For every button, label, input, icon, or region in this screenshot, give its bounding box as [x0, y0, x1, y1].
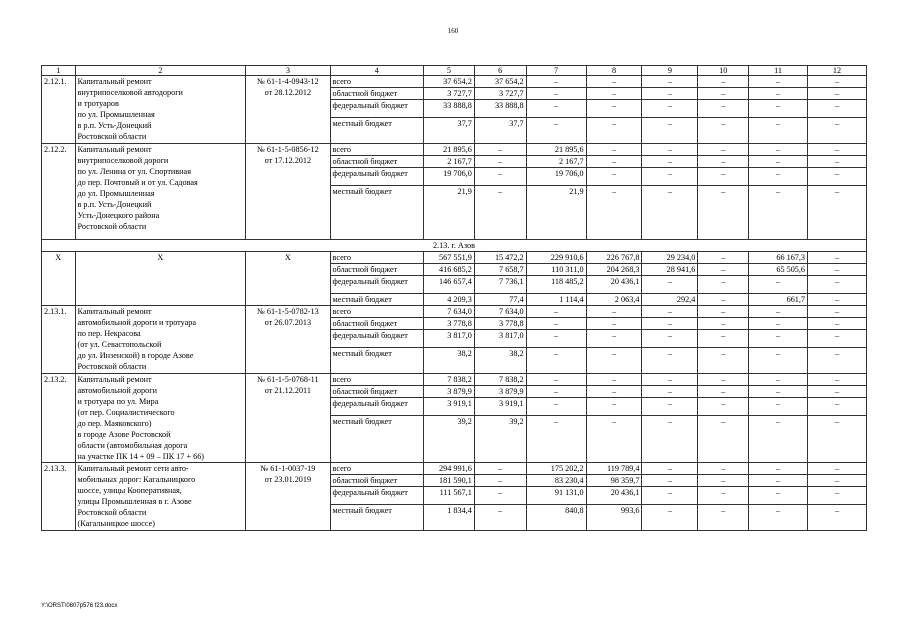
value-cell: 37,7: [424, 118, 475, 144]
value-cell: –: [642, 416, 698, 463]
value-cell: 119 789,4: [586, 463, 642, 475]
funding-source: местный бюджет: [330, 505, 423, 531]
column-header: 3: [246, 66, 330, 76]
value-cell: –: [586, 186, 642, 240]
value-cell: –: [808, 168, 867, 186]
value-cell: –: [586, 306, 642, 318]
value-cell: –: [808, 318, 867, 330]
section-title: 2.13. г. Азов: [42, 240, 867, 252]
value-cell: –: [749, 475, 808, 487]
expertise-conclusion: № 61-1-5-0856-12 от 17.12.2012: [246, 144, 330, 240]
value-cell: –: [526, 76, 586, 88]
value-cell: 1 114,4: [526, 294, 586, 306]
value-cell: –: [808, 398, 867, 416]
value-cell: –: [808, 463, 867, 475]
row-id: 2.12.2.: [42, 144, 76, 240]
value-cell: –: [586, 330, 642, 348]
column-header: 2: [75, 66, 246, 76]
value-cell: –: [474, 168, 526, 186]
value-cell: 2 167,7: [526, 156, 586, 168]
page-number: 160: [447, 27, 459, 35]
value-cell: –: [808, 156, 867, 168]
value-cell: –: [526, 348, 586, 374]
value-cell: 1 834,4: [424, 505, 475, 531]
value-cell: –: [749, 144, 808, 156]
value-cell: 39,2: [474, 416, 526, 463]
value-cell: –: [808, 144, 867, 156]
value-cell: –: [642, 505, 698, 531]
value-cell: –: [749, 416, 808, 463]
value-cell: –: [808, 306, 867, 318]
value-cell: –: [698, 100, 749, 118]
value-cell: –: [698, 144, 749, 156]
value-cell: –: [808, 118, 867, 144]
value-cell: 33 888,8: [424, 100, 475, 118]
value-cell: –: [698, 487, 749, 505]
value-cell: 111 567,1: [424, 487, 475, 505]
value-cell: –: [642, 475, 698, 487]
value-cell: 28 941,6: [642, 264, 698, 276]
value-cell: –: [642, 306, 698, 318]
value-cell: –: [749, 330, 808, 348]
value-cell: –: [749, 487, 808, 505]
file-path-footer: Y:\ORST\0807p576 f23.docx: [41, 603, 118, 609]
value-cell: 21,9: [424, 186, 475, 240]
column-header: 5: [424, 66, 475, 76]
value-cell: –: [474, 144, 526, 156]
row-id: 2.13.1.: [42, 306, 76, 374]
column-header: 7: [526, 66, 586, 76]
funding-source: областной бюджет: [330, 475, 423, 487]
funding-source: областной бюджет: [330, 318, 423, 330]
funding-source: местный бюджет: [330, 294, 423, 306]
table-row: [42, 144, 867, 156]
value-cell: –: [642, 348, 698, 374]
value-cell: –: [586, 88, 642, 100]
value-cell: 39,2: [424, 416, 475, 463]
value-cell: –: [526, 100, 586, 118]
value-cell: –: [474, 487, 526, 505]
value-cell: –: [698, 386, 749, 398]
funding-source: всего: [330, 144, 423, 156]
value-cell: –: [642, 487, 698, 505]
value-cell: 77,4: [474, 294, 526, 306]
value-cell: 7 838,2: [474, 374, 526, 386]
object-name: Капитальный ремонт автомобильной дороги и тротуара по пер. Некрасова (от ул. Севастопольской до ул. Инзенской) в городе Азове Ростовской области: [75, 306, 246, 374]
value-cell: –: [642, 118, 698, 144]
funding-source: федеральный бюджет: [330, 487, 423, 505]
value-cell: 175 202,2: [526, 463, 586, 475]
value-cell: –: [642, 398, 698, 416]
value-cell: –: [586, 156, 642, 168]
value-cell: –: [526, 118, 586, 144]
value-cell: 840,8: [526, 505, 586, 531]
value-cell: –: [586, 398, 642, 416]
funding-source: местный бюджет: [330, 186, 423, 240]
value-cell: –: [642, 318, 698, 330]
value-cell: 7 658,7: [474, 264, 526, 276]
value-cell: –: [586, 416, 642, 463]
value-cell: –: [642, 144, 698, 156]
value-cell: –: [808, 294, 867, 306]
value-cell: 3 727,7: [424, 88, 475, 100]
value-cell: –: [698, 398, 749, 416]
column-header: 10: [698, 66, 749, 76]
table-row: [42, 463, 867, 475]
value-cell: –: [698, 374, 749, 386]
value-cell: 37 654,2: [474, 76, 526, 88]
funding-source: всего: [330, 374, 423, 386]
expertise-conclusion: X: [246, 252, 330, 306]
value-cell: –: [526, 88, 586, 100]
value-cell: –: [749, 505, 808, 531]
column-header: 4: [330, 66, 423, 76]
value-cell: –: [474, 505, 526, 531]
value-cell: –: [642, 186, 698, 240]
value-cell: 229 910,6: [526, 252, 586, 264]
value-cell: –: [749, 88, 808, 100]
value-cell: 37,7: [474, 118, 526, 144]
value-cell: –: [698, 294, 749, 306]
column-header: 8: [586, 66, 642, 76]
value-cell: 2 063,4: [586, 294, 642, 306]
value-cell: 294 991,6: [424, 463, 475, 475]
value-cell: –: [749, 463, 808, 475]
value-cell: 21,9: [526, 186, 586, 240]
value-cell: –: [526, 398, 586, 416]
value-cell: –: [808, 186, 867, 240]
value-cell: 416 685,2: [424, 264, 475, 276]
value-cell: 65 505,6: [749, 264, 808, 276]
row-id: 2.12.1.: [42, 76, 76, 144]
funding-source: федеральный бюджет: [330, 398, 423, 416]
value-cell: –: [698, 475, 749, 487]
value-cell: –: [749, 76, 808, 88]
value-cell: 3 817,0: [424, 330, 475, 348]
table-row: [42, 306, 867, 318]
value-cell: –: [749, 118, 808, 144]
value-cell: 661,7: [749, 294, 808, 306]
value-cell: –: [698, 252, 749, 264]
value-cell: –: [586, 386, 642, 398]
value-cell: –: [808, 276, 867, 294]
value-cell: 15 472,2: [474, 252, 526, 264]
column-header: 9: [642, 66, 698, 76]
value-cell: –: [749, 276, 808, 294]
value-cell: 7 838,2: [424, 374, 475, 386]
value-cell: –: [526, 306, 586, 318]
table-row: [42, 76, 867, 88]
funding-source: федеральный бюджет: [330, 276, 423, 294]
value-cell: –: [808, 330, 867, 348]
value-cell: –: [749, 348, 808, 374]
value-cell: 7 634,0: [474, 306, 526, 318]
value-cell: 19 706,0: [526, 168, 586, 186]
funding-source: областной бюджет: [330, 88, 423, 100]
value-cell: –: [586, 100, 642, 118]
table-row: [42, 374, 867, 386]
value-cell: –: [698, 505, 749, 531]
value-cell: –: [586, 144, 642, 156]
value-cell: –: [698, 306, 749, 318]
funding-source: областной бюджет: [330, 156, 423, 168]
value-cell: –: [698, 416, 749, 463]
value-cell: –: [586, 348, 642, 374]
section-row: [42, 240, 867, 252]
value-cell: 21 895,6: [424, 144, 475, 156]
value-cell: –: [526, 330, 586, 348]
value-cell: –: [808, 475, 867, 487]
value-cell: 91 131,0: [526, 487, 586, 505]
value-cell: 181 590,1: [424, 475, 475, 487]
value-cell: –: [698, 88, 749, 100]
expertise-conclusion: № 61-1-4-0943-12 от 28.12.2012: [246, 76, 330, 144]
funding-source: областной бюджет: [330, 386, 423, 398]
value-cell: 3 919,1: [474, 398, 526, 416]
value-cell: –: [698, 156, 749, 168]
object-name: Капитальный ремонт внутрипоселковой автодороги и тротуаров по ул. Промышленная в р.п. Усть-Донецкий Ростовской области: [75, 76, 246, 144]
value-cell: –: [474, 475, 526, 487]
row-id: X: [42, 252, 76, 306]
column-header: 12: [808, 66, 867, 76]
value-cell: –: [526, 386, 586, 398]
value-cell: –: [474, 156, 526, 168]
value-cell: –: [749, 386, 808, 398]
value-cell: 292,4: [642, 294, 698, 306]
value-cell: –: [698, 118, 749, 144]
value-cell: –: [749, 374, 808, 386]
value-cell: 118 485,2: [526, 276, 586, 294]
expertise-conclusion: № 61-1-5-0782-13 от 26.07.2013: [246, 306, 330, 374]
funding-source: всего: [330, 76, 423, 88]
expertise-conclusion: № 61-1-5-0768-11 от 21.12.2011: [246, 374, 330, 463]
value-cell: 2 167,7: [424, 156, 475, 168]
funding-source: федеральный бюджет: [330, 330, 423, 348]
value-cell: –: [808, 505, 867, 531]
funding-source: местный бюджет: [330, 118, 423, 144]
value-cell: –: [808, 252, 867, 264]
value-cell: –: [698, 330, 749, 348]
value-cell: 4 209,3: [424, 294, 475, 306]
value-cell: –: [808, 264, 867, 276]
value-cell: –: [586, 374, 642, 386]
value-cell: –: [808, 88, 867, 100]
value-cell: –: [586, 318, 642, 330]
object-name: Капитальный ремонт автомобильной дороги и тротуара по ул. Мира (от пер. Социалистического до пер. Маяковского) в городе Азове Ростовской области (автомобильная дорога на участке ПК 14 + 09 – ПК 17 + 66): [75, 374, 246, 463]
value-cell: –: [749, 156, 808, 168]
value-cell: –: [642, 276, 698, 294]
budget-table: [41, 65, 867, 531]
value-cell: 3 778,8: [474, 318, 526, 330]
row-id: 2.13.3.: [42, 463, 76, 531]
value-cell: 146 657,4: [424, 276, 475, 294]
value-cell: 33 888,8: [474, 100, 526, 118]
value-cell: –: [698, 264, 749, 276]
value-cell: 226 767,8: [586, 252, 642, 264]
object-name: Капитальный ремонт сети авто- мобильных дорог: Кагальницкого шоссе, улицы Кооперативная, улицы Промышленная в г. Азове Ростовской области (Кагальницкое шоссе): [75, 463, 246, 531]
value-cell: 83 230,4: [526, 475, 586, 487]
value-cell: –: [642, 386, 698, 398]
value-cell: –: [808, 374, 867, 386]
value-cell: –: [808, 348, 867, 374]
funding-source: всего: [330, 463, 423, 475]
funding-source: всего: [330, 252, 423, 264]
value-cell: –: [749, 168, 808, 186]
value-cell: 110 311,0: [526, 264, 586, 276]
value-cell: 37 654,2: [424, 76, 475, 88]
value-cell: 3 817,0: [474, 330, 526, 348]
value-cell: –: [749, 186, 808, 240]
value-cell: –: [808, 386, 867, 398]
value-cell: –: [526, 374, 586, 386]
funding-source: всего: [330, 306, 423, 318]
value-cell: –: [642, 76, 698, 88]
value-cell: –: [642, 156, 698, 168]
value-cell: –: [642, 330, 698, 348]
header-row: [42, 66, 867, 76]
value-cell: –: [526, 318, 586, 330]
value-cell: –: [749, 100, 808, 118]
funding-source: местный бюджет: [330, 416, 423, 463]
table-row: [42, 252, 867, 264]
value-cell: 20 436,1: [586, 276, 642, 294]
value-cell: –: [808, 416, 867, 463]
value-cell: 20 436,1: [586, 487, 642, 505]
value-cell: 19 706,0: [424, 168, 475, 186]
value-cell: 7 634,0: [424, 306, 475, 318]
value-cell: 98 359,7: [586, 475, 642, 487]
value-cell: –: [586, 118, 642, 144]
value-cell: –: [698, 186, 749, 240]
expertise-conclusion: № 61-1-0037-19 от 23.01.2019: [246, 463, 330, 531]
value-cell: –: [808, 487, 867, 505]
value-cell: –: [698, 276, 749, 294]
value-cell: –: [642, 88, 698, 100]
value-cell: 38,2: [474, 348, 526, 374]
value-cell: –: [749, 318, 808, 330]
value-cell: 3 879,9: [474, 386, 526, 398]
value-cell: –: [749, 398, 808, 416]
value-cell: 7 736,1: [474, 276, 526, 294]
value-cell: 66 167,3: [749, 252, 808, 264]
value-cell: –: [698, 168, 749, 186]
value-cell: 567 551,9: [424, 252, 475, 264]
value-cell: –: [642, 100, 698, 118]
funding-source: областной бюджет: [330, 264, 423, 276]
value-cell: –: [474, 463, 526, 475]
value-cell: –: [808, 100, 867, 118]
funding-source: федеральный бюджет: [330, 168, 423, 186]
value-cell: –: [698, 76, 749, 88]
object-name: X: [75, 252, 246, 306]
value-cell: –: [698, 318, 749, 330]
value-cell: 993,6: [586, 505, 642, 531]
value-cell: –: [642, 168, 698, 186]
value-cell: –: [749, 306, 808, 318]
funding-source: федеральный бюджет: [330, 100, 423, 118]
column-header: 1: [42, 66, 76, 76]
object-name: Капитальный ремонт внутрипоселковой дороги по ул. Ленина от ул. Спортивная до пер. Почтовый и от ул. Садовая до ул. Промышленная в р.п. Усть-Донецкий Усть-Донецкого района Ростовской области: [75, 144, 246, 240]
value-cell: –: [642, 463, 698, 475]
value-cell: 3 879,9: [424, 386, 475, 398]
value-cell: 38,2: [424, 348, 475, 374]
value-cell: 29 234,0: [642, 252, 698, 264]
column-header: 11: [749, 66, 808, 76]
value-cell: 3 778,8: [424, 318, 475, 330]
value-cell: –: [474, 186, 526, 240]
value-cell: –: [642, 374, 698, 386]
funding-source: местный бюджет: [330, 348, 423, 374]
value-cell: –: [698, 348, 749, 374]
value-cell: –: [586, 168, 642, 186]
row-id: 2.13.2.: [42, 374, 76, 463]
value-cell: –: [808, 76, 867, 88]
value-cell: 3 919,1: [424, 398, 475, 416]
value-cell: 3 727,7: [474, 88, 526, 100]
column-header: 6: [474, 66, 526, 76]
value-cell: 21 895,6: [526, 144, 586, 156]
value-cell: –: [698, 463, 749, 475]
value-cell: –: [526, 416, 586, 463]
value-cell: 204 268,3: [586, 264, 642, 276]
value-cell: –: [586, 76, 642, 88]
